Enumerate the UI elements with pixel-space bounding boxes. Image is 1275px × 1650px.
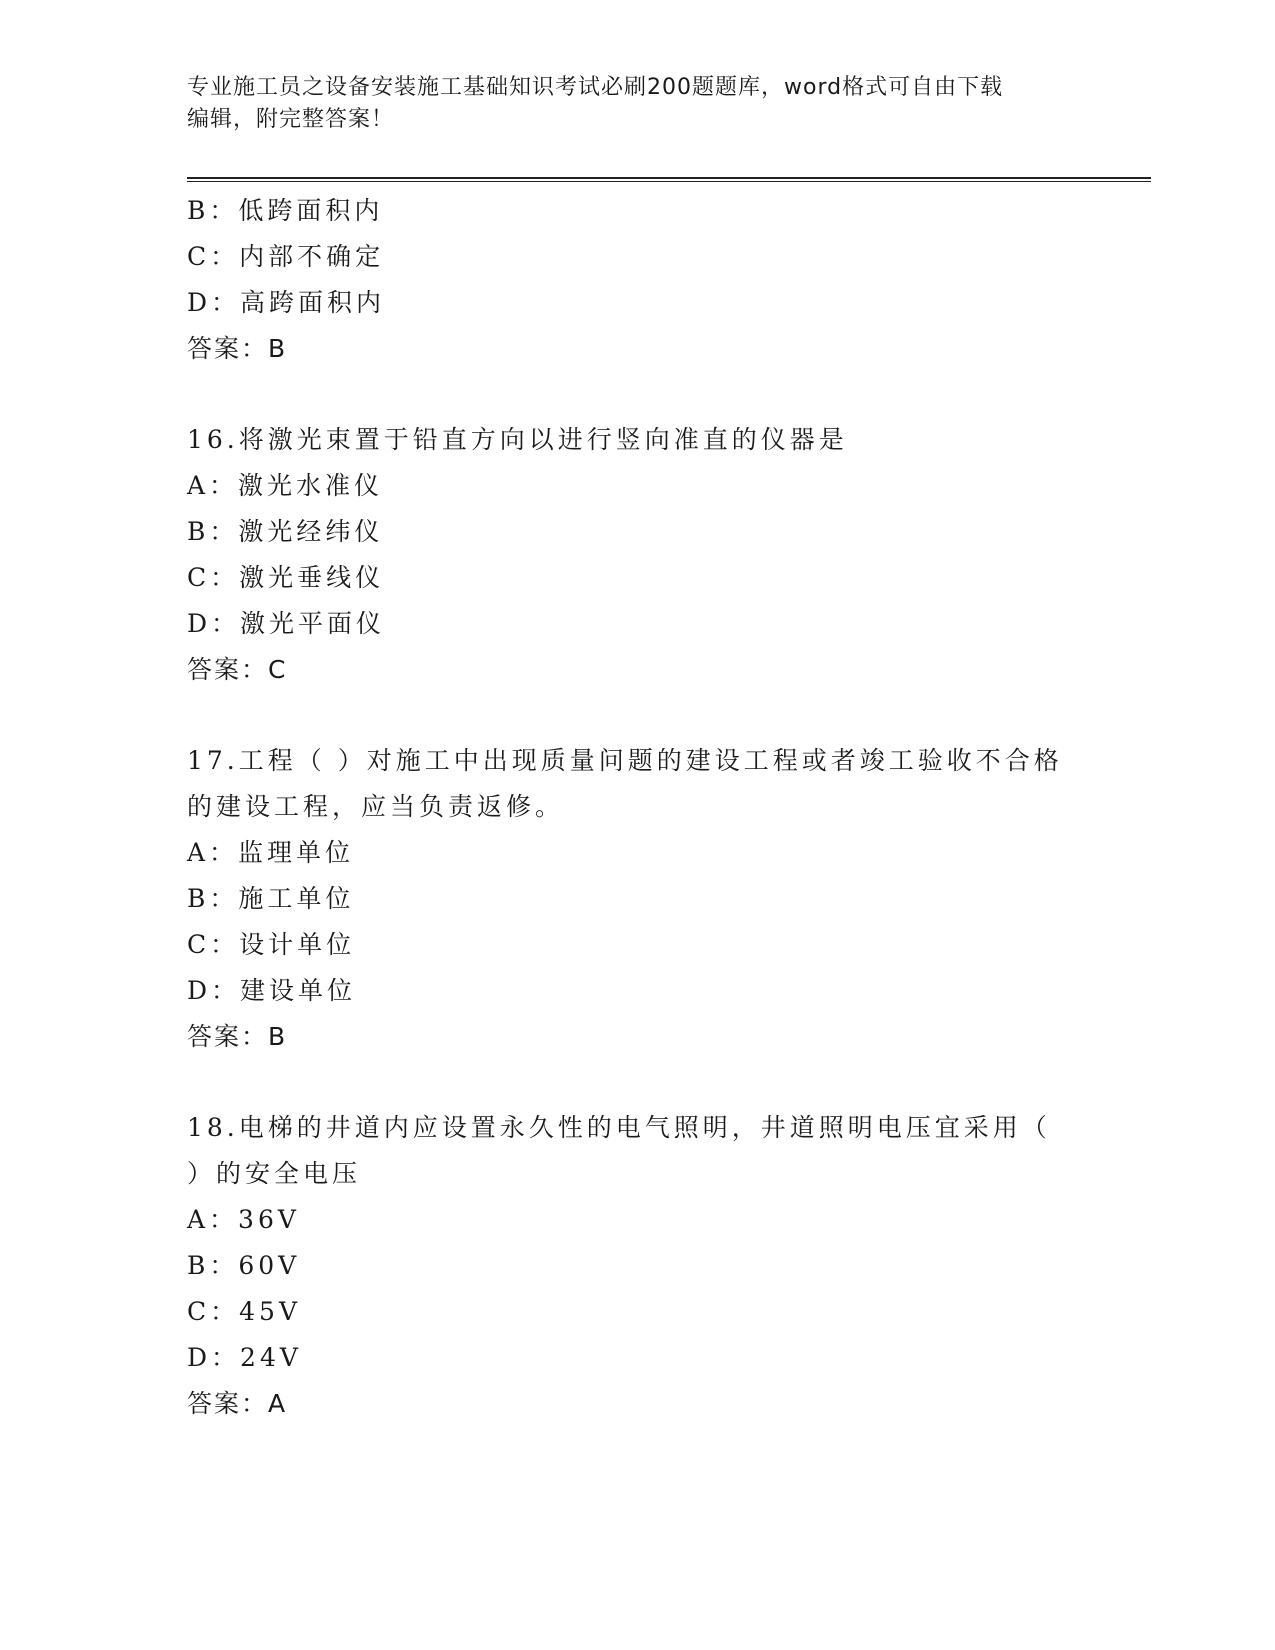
option-a: A：监理单位 xyxy=(187,838,355,867)
option-d: D：24V xyxy=(187,1343,302,1372)
option-b: B：低跨面积内 xyxy=(187,196,384,225)
option-a: A：激光水准仪 xyxy=(187,471,384,500)
question-16 xyxy=(187,417,1087,693)
option-c: C：设计单位 xyxy=(187,930,356,959)
question-text-line-2: 的建设工程，应当负责返修。 xyxy=(187,792,565,821)
option-b: B：激光经纬仪 xyxy=(187,517,384,546)
answer: 答案：C xyxy=(187,655,288,684)
option-d: D：激光平面仪 xyxy=(187,609,386,638)
option-c: C：45V xyxy=(187,1297,301,1326)
question-18 xyxy=(187,1105,1087,1427)
option-d: D：高跨面积内 xyxy=(187,288,386,317)
question-17 xyxy=(187,738,1087,1060)
header-divider xyxy=(187,177,1151,182)
question-text-line-1: 17.工程（ ）对施工中出现质量问题的建设工程或者竣工验收不合格 xyxy=(187,746,1063,775)
option-b: B：施工单位 xyxy=(187,884,355,913)
option-a: A：36V xyxy=(187,1205,300,1234)
option-c: C：激光垂线仪 xyxy=(187,563,385,592)
answer: 答案：A xyxy=(187,1389,288,1418)
option-d: D：建设单位 xyxy=(187,976,357,1005)
option-b: B：60V xyxy=(187,1251,301,1280)
answer: 答案：B xyxy=(187,1022,288,1051)
question-text-line-2: ）的安全电压 xyxy=(187,1159,362,1188)
question-text: 16.将激光束置于铅直方向以进行竖向准直的仪器是 xyxy=(187,425,848,454)
document-header xyxy=(187,72,1087,136)
question-text-line-1: 18.电梯的井道内应设置永久性的电气照明，井道照明电压宜采用（ xyxy=(187,1113,1051,1142)
header-line-2: 编辑，附完整答案！ xyxy=(187,107,395,132)
question-15-continued xyxy=(187,188,1087,372)
option-c: C：内部不确定 xyxy=(187,242,385,271)
header-line-1: 专业施工员之设备安装施工基础知识考试必刷200题题库，word格式可自由下载 xyxy=(187,75,1004,100)
answer: 答案：B xyxy=(187,334,288,363)
question-list xyxy=(187,188,1087,1427)
